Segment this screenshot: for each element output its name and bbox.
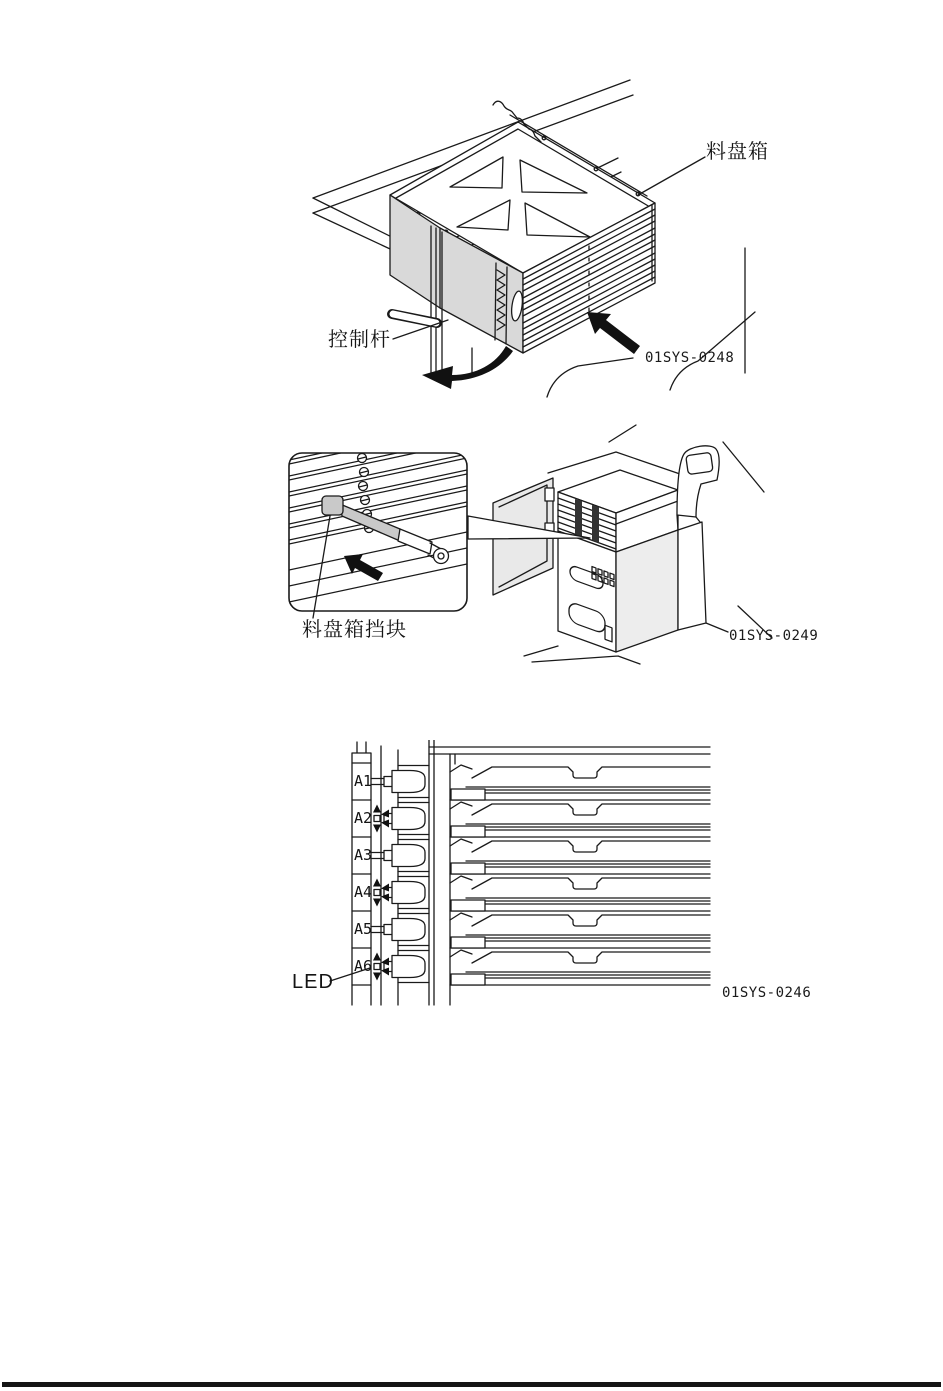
- led-label: LED: [292, 971, 334, 993]
- figure-id-0249: 01SYS-0249: [729, 628, 819, 644]
- slot-label-a6: A6: [354, 957, 373, 975]
- slot-plugs: [384, 771, 425, 978]
- control-lever: [392, 314, 437, 323]
- page-footer-rule: [2, 1382, 941, 1387]
- figure-id-0248: 01SYS-0248: [645, 350, 735, 366]
- tray-box-label: 料盘箱: [706, 141, 769, 163]
- insert-direction-arrow: [587, 312, 640, 354]
- slot-connector-ticks: [371, 779, 384, 933]
- slot-label-a2: A2: [354, 809, 373, 827]
- control-lever-label: 控制杆: [328, 329, 391, 351]
- slot-label-a1: A1: [354, 772, 373, 790]
- slot-label-a3: A3: [354, 846, 373, 864]
- figure-id-0246: 01SYS-0246: [722, 985, 812, 1001]
- stopper-label: 料盘箱挡块: [302, 619, 407, 641]
- part-label-leader: [638, 157, 705, 195]
- slot-label-a5: A5: [354, 920, 373, 938]
- slot-label-a4: A4: [354, 883, 373, 901]
- callout-box: [289, 422, 467, 618]
- tray-rows: [450, 765, 710, 985]
